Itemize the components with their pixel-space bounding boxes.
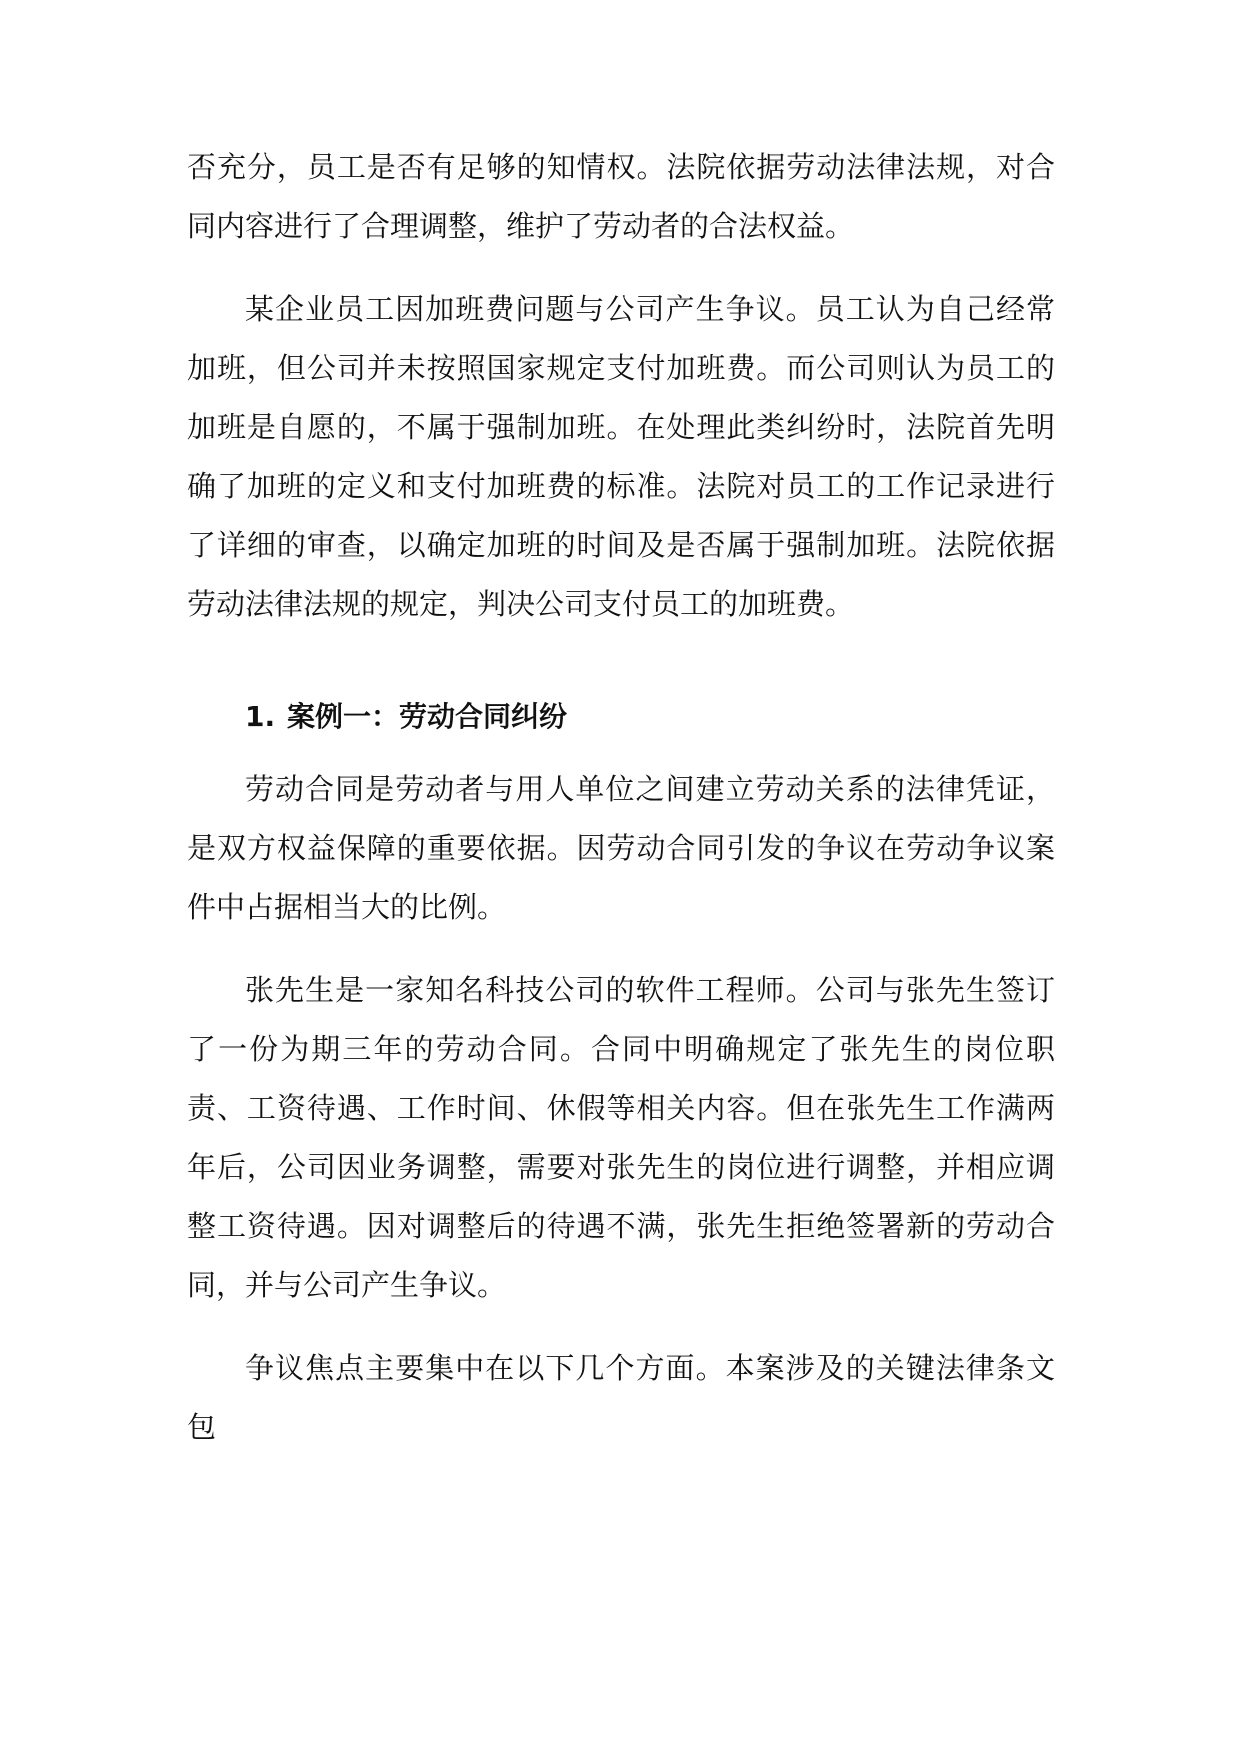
document-body [187,138,1055,1457]
paragraph-overtime-case: 某企业员工因加班费问题与公司产生争议。员工认为自己经常加班，但公司并未按照国家规定支付加班费。而公司则认为员工的加班是自愿的，不属于强制加班。在处理此类纠纷时，法院首先明确了加班的定义和支付加班费的标准。法院对员工的工作记录进行了详细的审查，以确定加班的时间及是否属于强制加班。法院依据劳动法律法规的规定，判决公司支付员工的加班费。 [187,292,1055,621]
section-number: 1. [245,700,276,733]
paragraph-continued: 否充分，员工是否有足够的知情权。法院依据劳动法律法规，对合同内容进行了合理调整，维护了劳动者的合法权益。 [187,150,1055,243]
section-title: 案例一：劳动合同纠纷 [287,700,568,733]
section-heading [187,687,1055,746]
section-heading-container [187,687,1055,746]
paragraph-dispute-focus: 争议焦点主要集中在以下几个方面。本案涉及的关键法律条文包 [187,1351,1055,1444]
paragraph-contract-intro: 劳动合同是劳动者与用人单位之间建立劳动关系的法律凭证，是双方权益保障的重要依据。因劳动合同引发的争议在劳动争议案件中占据相当大的比例。 [187,772,1055,924]
paragraph-zhang-case: 张先生是一家知名科技公司的软件工程师。公司与张先生签订了一份为期三年的劳动合同。合同中明确规定了张先生的岗位职责、工资待遇、工作时间、休假等相关内容。但在张先生工作满两年后，公司因业务调整，需要对张先生的岗位进行调整，并相应调整工资待遇。因对调整后的待遇不满，张先生拒绝签署新的劳动合同，并与公司产生争议。 [187,973,1055,1302]
